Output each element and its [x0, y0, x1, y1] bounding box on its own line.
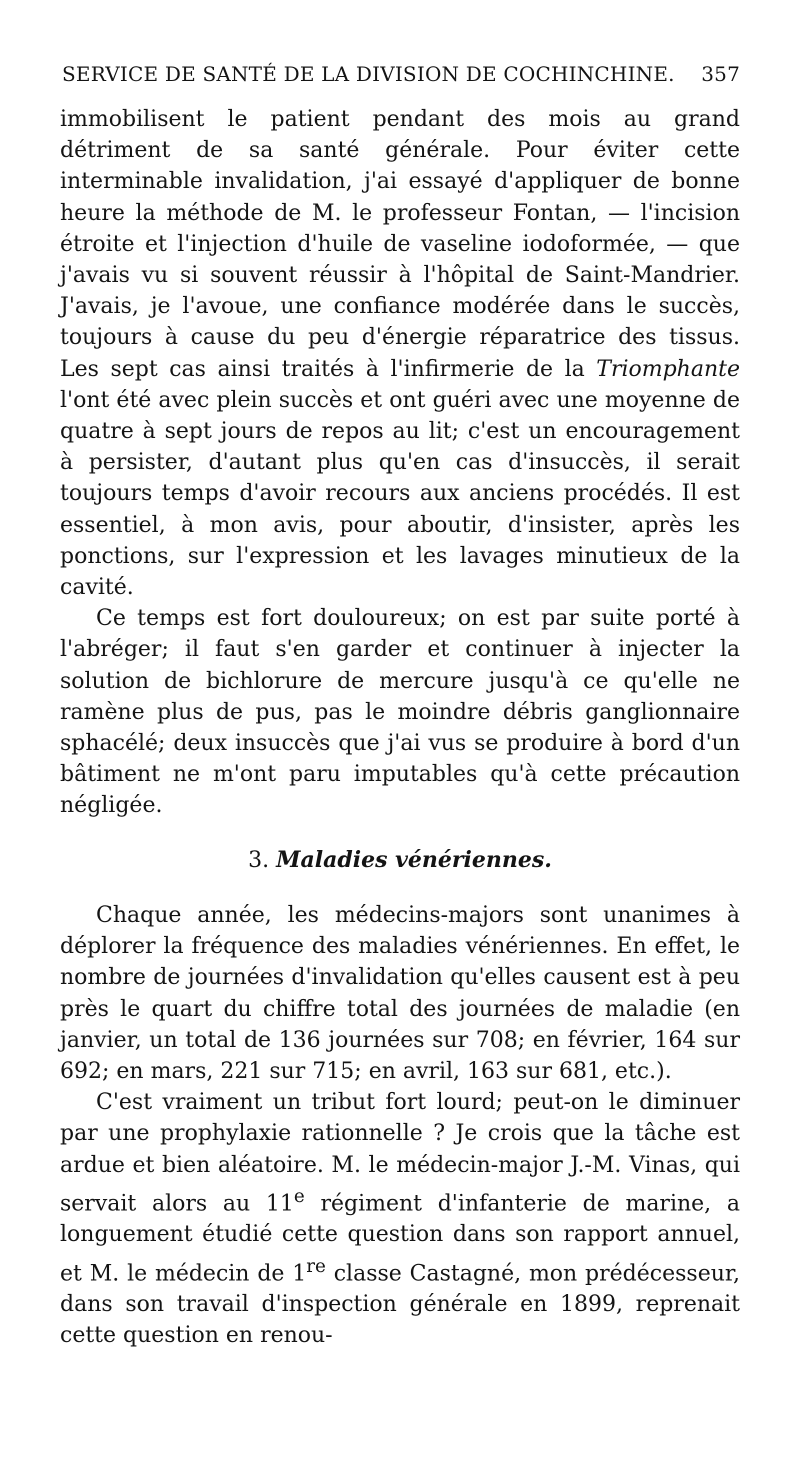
ordinal-superscript-re: re: [306, 1255, 326, 1277]
section-title: Maladies vénériennes.: [276, 847, 552, 873]
section-heading: [60, 845, 740, 876]
paragraph-1: [60, 104, 740, 603]
ship-name-italic: Triomphante: [596, 356, 740, 382]
running-title: SERVICE DE SANTÉ DE LA DIVISION DE COCHINCHINE.: [62, 62, 675, 86]
section-number: 3.: [248, 848, 270, 873]
page-number: 357: [701, 62, 740, 86]
ordinal-superscript-e: e: [293, 1185, 305, 1207]
paragraph-1-text-after: l'ont été avec plein succès et ont guéri avec une moyenne de quatre à sept jours de repos au lit; c'est un encouragement à persister, d'autant plus qu'en cas d'insuccès, il serait toujours temps d'avoir recours aux anciens procédés. Il est essentiel, à mon avis, pour aboutir, d'insister, après les ponctions, sur l'expression et les lavages minutieux de la cavité.: [60, 387, 740, 601]
running-head: [62, 62, 740, 92]
body-text-block: [60, 104, 740, 822]
section-paragraph-2-text-middle: régiment d'infanterie de marine, a longuement étudié cette question dans son rapport annuel, et M. le médecin de 1: [60, 1191, 741, 1286]
paragraph-1-text: immobilisent le patient pendant des mois au grand détriment de sa santé générale. Pour éviter cette interminable invalidation, j'ai essayé d'appliquer de bonne heure la méthode de M. le professeur Fontan, — l'incision étroite et l'injection d'huile de vaseline iodoformée, — que j'avais vu si souvent réussir à l'hôpital de Saint-Mandrier. J'avais, je l'avoue, une confiance modérée dans le succès, toujours à cause du peu d'énergie réparatrice des tissus. Les sept cas ainsi traités à l'infirmerie de la: [60, 107, 740, 382]
section-paragraph-2-text-after: classe Castagné, mon prédécesseur, dans son travail d'inspection générale en 1899, reprenait cette question en renou-: [60, 1260, 740, 1349]
section-paragraph-1: Chaque année, les médecins-majors sont unanimes à déplorer la fréquence des maladies vénériennes. En effet, le nombre de journées d'invalidation qu'elles causent est à peu près le quart du chiffre total des journées de maladie (en janvier, un total de 136 journées sur 708; en février, 164 sur 692; en mars, 221 sur 715; en avril, 163 sur 681, etc.).: [60, 903, 740, 1085]
paragraph-2: Ce temps est fort douloureux; on est par suite porté à l'abréger; il faut s'en garder et continuer à injecter la solution de bichlorure de mercure jusqu'à ce qu'elle ne ramène plus de pus, pas le moindre débris ganglionnaire sphacélé; deux insuccès que j'ai vus se produire à bord d'un bâtiment ne m'ont paru imputables qu'à cette précaution négligée.: [60, 606, 740, 819]
section-paragraph-2-text: C'est vraiment un tribut fort lourd; peut-on le diminuer par une prophylaxie rationnelle ? Je crois que la tâche est ardue et bien aléatoire. M. le médecin-major J.-M. Vinas, qui servait alors au 11: [60, 1090, 740, 1217]
section-text-block: [60, 900, 740, 1352]
section-paragraph-2: [60, 1087, 740, 1351]
